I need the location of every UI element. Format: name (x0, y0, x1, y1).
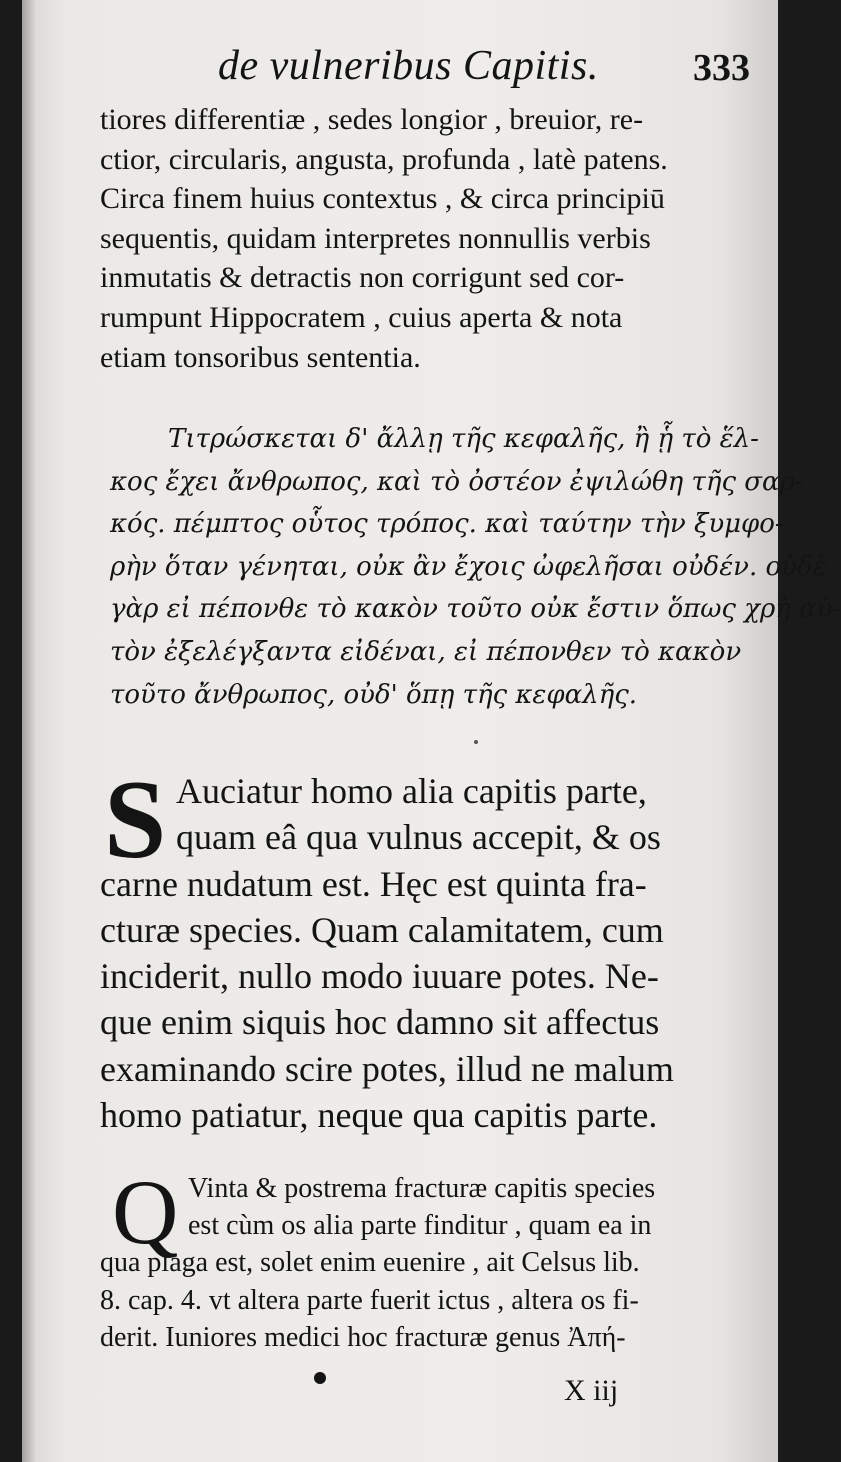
text-line: qua plaga est, solet enim euenire , ait Celsus lib. (100, 1247, 640, 1279)
text-line: inciderit, nullo modo iuuare potes. Ne- (100, 956, 659, 997)
greek-line: κός. πέμπτος οὗτος τρόπος. καὶ ταύτην τὴν ξυμφο- (110, 509, 784, 540)
book-page (22, 0, 841, 1462)
text-line: sequentis, quidam interpretes nonnullis verbis (100, 221, 651, 255)
greek-line: τὸν ἐξελέγξαντα εἰδέναι, εἰ πέπονθεν τὸ κακὸν (110, 636, 742, 667)
text-line: inmutatis & detractis non corrigunt sed cor- (100, 261, 625, 295)
text-line: rumpunt Hippocratem , cuius aperta & nota (100, 300, 623, 334)
print-speck (474, 740, 478, 744)
text-line: cturæ species. Quam calamitatem, cum (100, 909, 664, 950)
text-line: quam eâ qua vulnus accepit, & os (176, 817, 661, 858)
text-line: carne nudatum est. Hęc est quinta fra- (100, 863, 647, 904)
text-line: etiam tonsoribus sententia. (100, 340, 421, 374)
greek-passage (110, 418, 841, 716)
text-line: que enim siquis hoc damno sit affectus (100, 1002, 660, 1043)
text-line: tiores differentiæ , sedes longior , breuior, re- (100, 103, 644, 136)
greek-line: κος ἔχει ἄνθρωπος, καὶ τὸ ὀστέον ἐψιλώθη τῆς σαρ- (110, 466, 804, 497)
paragraph-latin-2 (100, 768, 760, 1138)
greek-line: τοῦτο ἄνθρωπος, οὐδ' ὅπῃ τῆς κεφαλῆς. (110, 679, 638, 710)
text-line: Auciatur homo alia capitis parte, (176, 771, 647, 811)
text-line: Vinta & postrema fracturæ capitis species (188, 1173, 656, 1204)
text-line: derit. Iuniores medici hoc fracturæ genus Ἀπή- (100, 1321, 626, 1353)
bullet-mark (314, 1372, 326, 1384)
drop-cap-q: Q (112, 1161, 179, 1263)
greek-line: Τιτρώσκεται δ' ἄλλῃ τῆς κεφαλῆς, ἢ ᾗ τὸ ἕλ- (168, 424, 759, 454)
running-title: de vulneribus Capitis. (218, 43, 599, 89)
paragraph-latin-3 (100, 1170, 760, 1356)
text-line: 8. cap. 4. vt altera parte fuerit ictus , altera os fi- (100, 1284, 639, 1316)
drop-cap-s: S (104, 758, 167, 882)
text-line: homo patiatur, neque qua capitis parte. (100, 1095, 658, 1136)
greek-line: ρὴν ὅταν γένηται, οὐκ ἂν ἔχοις ὠφελῆσαι οὐδέν. οὐδὲ (110, 551, 827, 582)
page-gutter-shadow (22, 0, 36, 1462)
paragraph-latin-1 (100, 100, 760, 377)
greek-line: γὰρ εἰ πέπονθε τὸ κακὸν τοῦτο οὐκ ἔστιν ὅπως χρὴ αὐ- (110, 594, 841, 625)
running-head (22, 40, 778, 100)
signature-mark: X iij (564, 1374, 619, 1407)
text-line: examinando scire potes, illud ne malum (100, 1048, 674, 1089)
text-line: Circa finem huius contextus , & circa principiū (100, 182, 665, 216)
text-line: ctior, circularis, angusta, profunda , latè patens. (100, 142, 668, 176)
text-line: est cùm os alia parte finditur , quam ea in (188, 1210, 652, 1242)
page-number: 333 (693, 47, 750, 89)
